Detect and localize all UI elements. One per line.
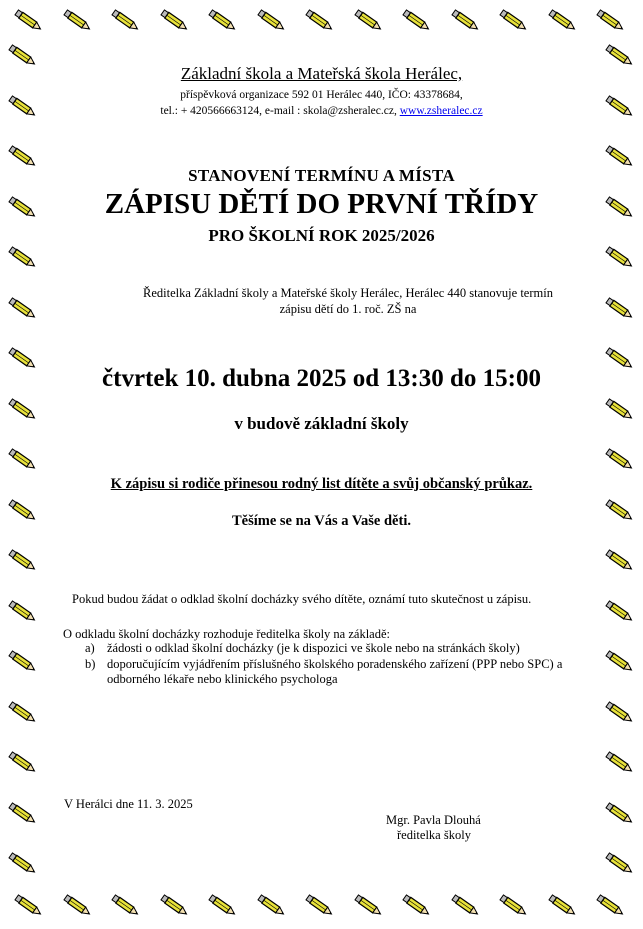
deferral-list xyxy=(85,641,590,688)
list-item-text: žádosti o odklad školní docházky (je k dispozici ve škole nebo na stránkách školy) xyxy=(107,641,520,655)
list-marker: a) xyxy=(85,641,95,655)
school-year-title: PRO ŠKOLNÍ ROK 2025/2026 xyxy=(208,226,435,245)
list-item xyxy=(85,657,590,688)
main-title: ZÁPISU DĚTÍ DO PRVNÍ TŘÍDY xyxy=(104,188,539,220)
list-marker: b) xyxy=(85,656,96,671)
welcome-text: Těšíme se na Vás a Vaše děti. xyxy=(232,513,411,529)
documents-notice: K zápisu si rodiče přinesou rodný list dítěte a svůj občanský průkaz. xyxy=(110,476,533,492)
school-details: příspěvková organizace 592 01 Herálec 440, IČO: 43378684, xyxy=(180,89,463,101)
enrollment-date: čtvrtek 10. dubna 2025 od 13:30 do 15:00 xyxy=(102,365,541,392)
intro-line-1: Ředitelka Základní školy a Mateřské školy Herálec, Herálec 440 stanovuje termín xyxy=(143,286,553,300)
school-contact xyxy=(0,105,643,117)
contact-text: tel.: + 420566663124, e-mail : skola@zsheralec.cz, xyxy=(160,105,400,117)
intro-paragraph xyxy=(118,285,578,317)
list-item-text: doporučujícím vyjádřením příslušného školského poradenského zařízení (PPP nebo SPC) a odborného lékaře nebo klinického psychologa xyxy=(107,656,563,686)
signatory-name: Mgr. Pavla Dlouhá xyxy=(386,813,481,827)
deferral-notice: Pokud budou žádat o odklad školní docházky svého dítěte, oznámí tuto skutečnost u zápisu. xyxy=(72,592,532,606)
intro-line-2: zápisu dětí do 1. roč. ZŠ na xyxy=(279,302,417,316)
school-name: Základní škola a Mateřská škola Herálec, xyxy=(180,64,463,83)
website-link[interactable]: www.zsheralec.cz xyxy=(399,105,483,117)
deferral-rule-title: O odkladu školní docházky rozhoduje ředitelka školy na základě: xyxy=(63,627,390,641)
enrollment-place: v budově základní školy xyxy=(234,414,409,433)
list-item xyxy=(85,641,590,657)
title-line-1: STANOVENÍ TERMÍNU A MÍSTA xyxy=(188,166,455,185)
signatory-role: ředitelka školy xyxy=(397,828,471,842)
place-date: V Herálci dne 11. 3. 2025 xyxy=(64,797,193,811)
